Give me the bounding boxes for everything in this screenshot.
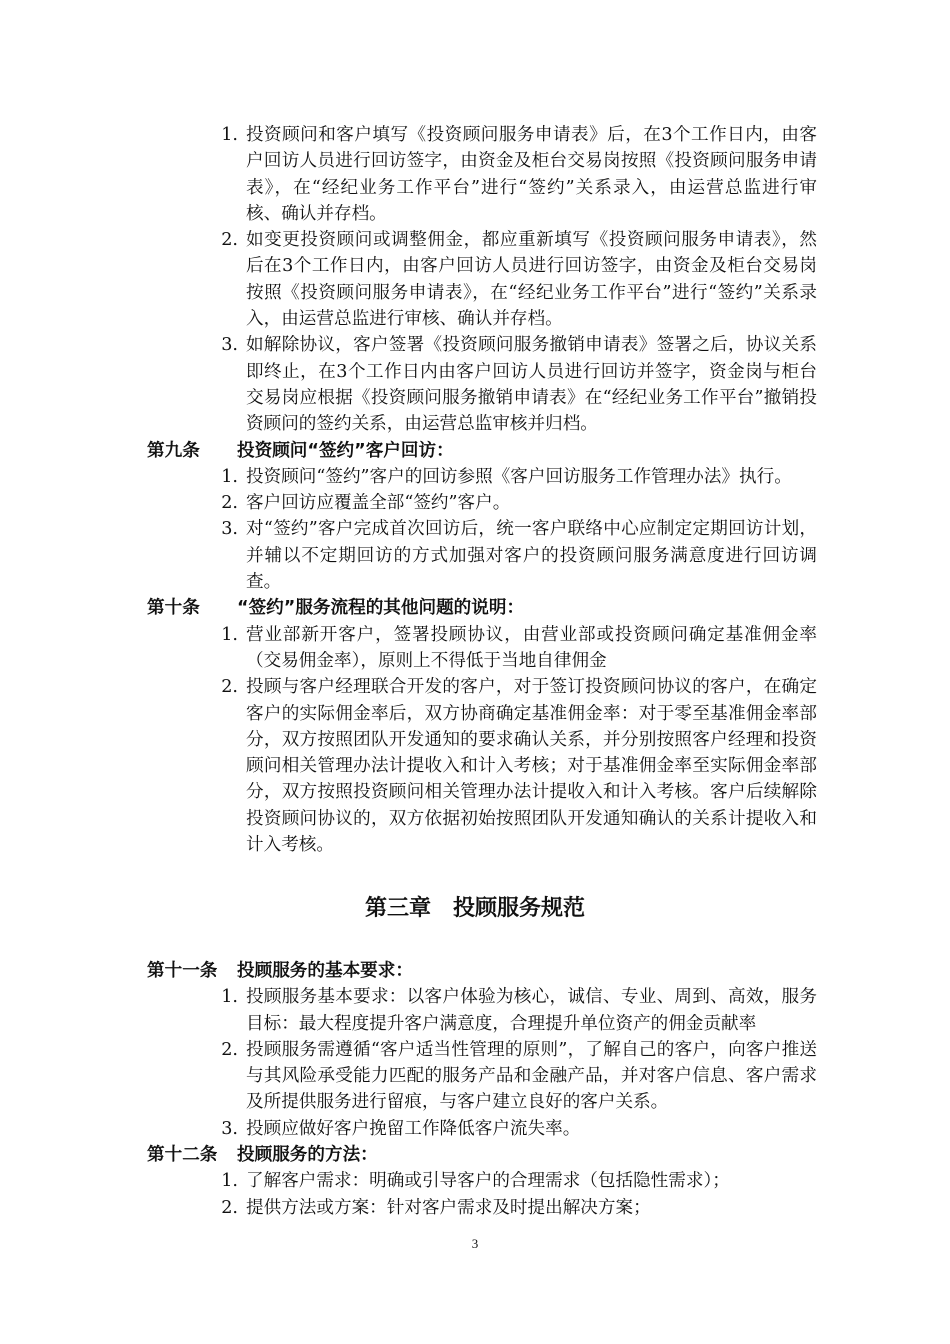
item-text: 投顾应做好客户挽留工作降低客户流失率。 (246, 1118, 581, 1139)
article-label: 第十二条 (147, 1145, 218, 1166)
list-item (147, 332, 817, 437)
item-text: 提供方法或方案：针对客户需求及时提出解决方案； (246, 1197, 651, 1218)
item-number: 3. (221, 335, 238, 356)
content-block-bottom (147, 958, 817, 1221)
chapter-title: 第三章 投顾服务规范 (364, 896, 585, 921)
article-heading-9 (147, 438, 817, 464)
article-label: 第九条 (147, 440, 200, 461)
item-number: 1. (221, 1171, 238, 1192)
article-title: 投顾服务的基本要求： (237, 961, 413, 981)
item-number: 2. (221, 677, 238, 698)
list-item (147, 984, 817, 1037)
list-item (147, 1116, 817, 1142)
item-number: 2. (221, 230, 238, 251)
article-title: 投顾服务的方法： (237, 1145, 378, 1166)
article-label: 第十条 (147, 598, 200, 619)
item-text: 投顾与客户经理联合开发的客户，对于签订投资顾问协议的客户，在确定客户的实际佣金率后，双方协商确定基准佣金率：对于零至基准佣金率部分，双方按照团队开发通知的要求确认关系，并分别按照客户经理和投资顾问相关管理办法计提收入和计入考核；对于基准佣金率至实际佣金率部分，双方按照投资顾问相关管理办法计提收入和计入考核。客户后续解除投资顾问协议的，双方依据初始按照团队开发通知确认的关系计提收入和计入考核。 (246, 677, 817, 856)
article-title: “签约”服务流程的其他问题的说明： (237, 598, 525, 619)
list-item (147, 516, 817, 595)
item-text: 投顾服务需遵循“客户适当性管理的原则”，了解自己的客户，向客户推送与其风险承受能力匹配的服务产品和金融产品，并对客户信息、客户需求及所提供服务进行留痕，与客户建立良好的客户关系。 (246, 1039, 817, 1113)
item-number: 3. (221, 1118, 238, 1139)
item-text: 投顾服务基本要求：以客户体验为核心，诚信、专业、周到、高效，服务目标：最大程度提升客户满意度，合理提升单位资产的佣金贡献率 (246, 987, 817, 1034)
article-heading-10 (147, 595, 817, 621)
page-number: 3 (471, 1236, 479, 1251)
article-label: 第十一条 (147, 961, 218, 981)
item-number: 1. (221, 125, 238, 145)
list-item (147, 464, 817, 490)
item-text: 投资顾问和客户填写《投资顾问服务申请表》后，在3个工作日内，由客户回访人员进行回访签字，由资金及柜台交易岗按照《投资顾问服务申请表》，在“经纪业务工作平台”进行“签约”关系录入，由运营总监进行审核、确认并存档。 (246, 125, 817, 224)
item-text: 如变更投资顾问或调整佣金，都应重新填写《投资顾问服务申请表》，然后在3个工作日内，由客户回访人员进行回访签字，由资金及柜台交易岗按照《投资顾问服务申请表》，在“经纪业务工作平台”进行“签约”关系录入，由运营总监进行审核、确认并存档。 (246, 230, 817, 330)
item-text: 营业部新开客户，签署投顾协议，由营业部或投资顾问确定基准佣金率（交易佣金率），原则上不得低于当地自律佣金 (246, 624, 817, 671)
item-number: 1. (221, 987, 238, 1008)
item-text: 如解除协议，客户签署《投资顾问服务撤销申请表》签署之后，协议关系即终止，在3个工作日内由客户回访人员进行回访并签字，资金岗与柜台交易岗应根据《投资顾问服务撤销申请表》在“经纪业务工作平台”撤销投资顾问的签约关系，由运营总监审核并归档。 (246, 335, 817, 435)
content-block-top (147, 122, 817, 858)
item-number: 2. (221, 493, 238, 514)
article-heading-12 (147, 1142, 817, 1168)
article-heading-11 (147, 958, 817, 984)
item-text: 了解客户需求：明确或引导客户的合理需求（包括隐性需求）； (246, 1171, 730, 1192)
list-item (147, 227, 817, 332)
item-number: 1. (221, 624, 238, 645)
item-text: 对“签约”客户完成首次回访后，统一客户联络中心应制定定期回访计划，并辅以不定期回访的方式加强对客户的投资顾问服务满意度进行回访调查。 (246, 519, 817, 593)
item-number: 3. (221, 519, 238, 540)
list-item (147, 622, 817, 675)
item-number: 1. (221, 466, 238, 487)
list-item (147, 122, 817, 227)
item-number: 2. (221, 1039, 238, 1060)
list-item (147, 1168, 817, 1194)
list-item (147, 674, 817, 858)
item-number: 2. (221, 1197, 238, 1218)
item-text: 客户回访应覆盖全部“签约”客户。 (246, 493, 511, 514)
article-title: 投资顾问“签约”客户回访： (237, 440, 454, 461)
item-text: 投资顾问“签约”客户的回访参照《客户回访服务工作管理办法》执行。 (246, 466, 792, 487)
list-item (147, 1195, 817, 1221)
list-item (147, 490, 817, 516)
list-item (147, 1037, 817, 1116)
